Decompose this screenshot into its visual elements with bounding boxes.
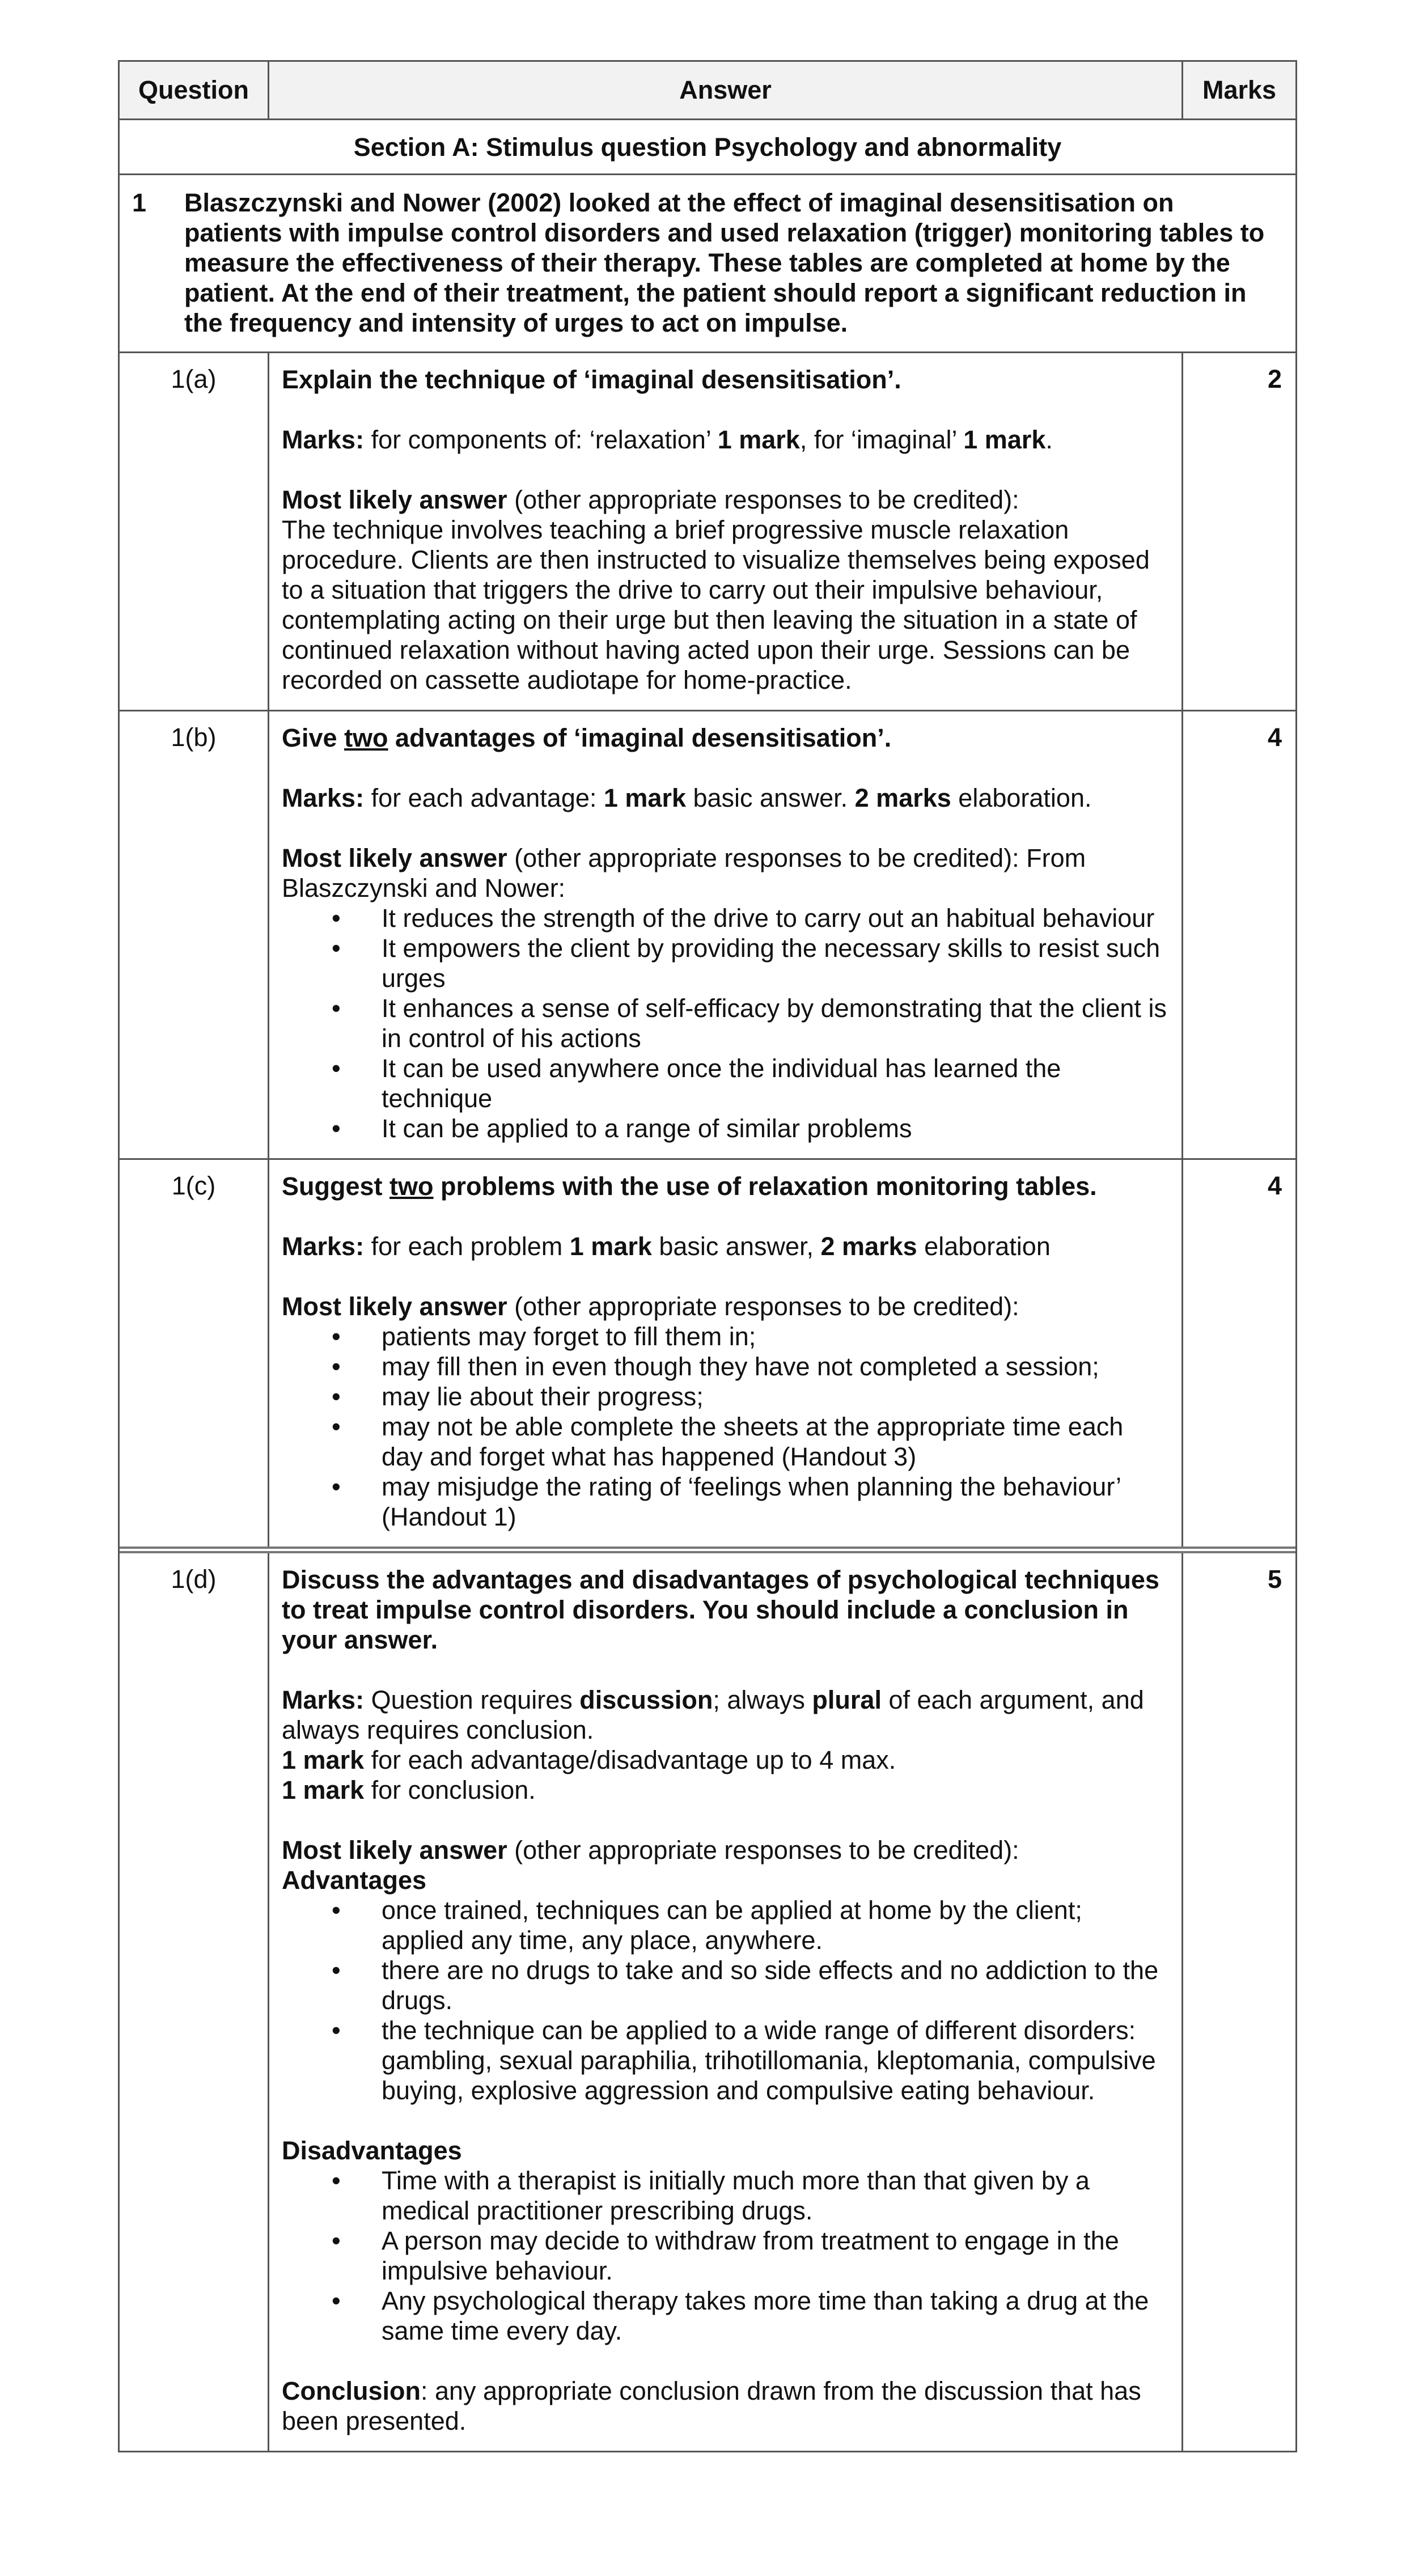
table-header-row [120,62,1295,118]
question-number: 1(a) [120,353,269,710]
marks-value: 5 [1267,1565,1282,1594]
marks-guidance: Marks: for components of: ‘relaxation’ 1 mark, for ‘imaginal’ 1 mark. [282,425,1053,454]
question-row-1a [120,351,1295,710]
list-item: • It can be applied to a range of similar problems [382,1113,1169,1143]
list-item: • It can be used anywhere once the individual has learned the technique [382,1053,1169,1113]
disadvantages-heading: Disadvantages [282,2136,462,2165]
list-item: • It reduces the strength of the drive to carry out an habitual behaviour [382,903,1169,933]
question-text: Explain the technique of ‘imaginal desensitisation’. [282,365,901,394]
list-item: • Time with a therapist is initially much more than that given by a medical practitioner prescribing drugs. [382,2166,1169,2226]
question-text: Discuss the advantages and disadvantages of psychological techniques to treat impulse control disorders. You should include a conclusion in your answer. [282,1565,1159,1654]
list-item: • may not be able complete the sheets at the appropriate time each day and forget what has happened (Handout 3) [382,1412,1169,1472]
answer-cell [269,1160,1183,1547]
advantages-list [282,1895,1169,2105]
marks-guidance: Marks: Question requires discussion; always plural of each argument, and always requires conclusion. [282,1685,1144,1744]
stimulus-number: 1 [132,188,147,217]
disadvantages-list [282,2166,1169,2346]
marks-guidance-line: 1 mark for conclusion. [282,1776,536,1804]
list-item: • may misjudge the rating of ‘feelings when planning the behaviour’ (Handout 1) [382,1472,1169,1532]
answer-column-header: Answer [269,62,1183,118]
list-item: • there are no drugs to take and so side effects and no addiction to the drugs. [382,1955,1169,2015]
answer-cell [269,711,1183,1158]
conclusion: Conclusion: any appropriate conclusion drawn from the discussion that has been presented. [282,2376,1141,2435]
list-item: • Any psychological therapy takes more time than taking a drug at the same time every day. [382,2286,1169,2346]
list-item: • may lie about their progress; [382,1382,1169,1412]
mark-scheme-table [118,60,1297,2452]
stimulus-text: Blaszczynski and Nower (2002) looked at the effect of imaginal desensitisation on patients with impulse control disorders and used relaxation (trigger) monitoring tables to measure the effectiveness of their therapy. These tables are completed at home by the patient. At the end of their treatment, the patient should report a significant reduction in the frequency and intensity of urges to act on impulse. [184,188,1265,337]
list-item: • It empowers the client by providing the necessary skills to resist such urges [382,933,1169,993]
section-title: Section A: Stimulus question Psychology and abnormality [353,133,1062,162]
question-text: Give two advantages of ‘imaginal desensitisation’. [282,723,892,752]
marks-value: 4 [1267,723,1282,752]
list-item: • once trained, techniques can be applied at home by the client; applied any time, any place, anywhere. [382,1895,1169,1955]
bullet-list [282,1321,1169,1532]
answer-cell [269,1553,1183,2451]
most-likely-answer-label: Most likely answer (other appropriate responses to be credited): [282,485,1019,514]
answer-text: The technique involves teaching a brief progressive muscle relaxation procedure. Clients are then instructed to visualize themselves being exposed to a situation that triggers the drive to carry out their impulsive behaviour, contemplating acting on their urge but then leaving the situation in a state of continued relaxation without having acted upon their urge. Sessions can be recorded on cassette audiotape for home-practice. [282,515,1150,694]
marks-value: 2 [1267,365,1282,393]
stimulus-row [120,173,1295,351]
question-row-1c [120,1158,1295,1547]
section-row [120,118,1295,173]
question-row-1d [120,1547,1295,2451]
question-number: 1(c) [120,1160,269,1547]
list-item: • the technique can be applied to a wide range of different disorders: gambling, sexual paraphilia, trihotillomania, kleptomania, compulsive buying, explosive aggression and compulsive eating behaviour. [382,2015,1169,2105]
list-item: • It enhances a sense of self-efficacy by demonstrating that the client is in control of his actions [382,993,1169,1053]
list-item: • patients may forget to fill them in; [382,1321,1169,1351]
most-likely-answer-label: Most likely answer (other appropriate responses to be credited): [282,1292,1019,1321]
question-row-1b [120,710,1295,1158]
marks-value: 4 [1267,1171,1282,1200]
question-column-header: Question [120,62,269,118]
question-number: 1(d) [120,1553,269,2451]
bullet-list [282,903,1169,1143]
most-likely-answer-label: Most likely answer (other appropriate responses to be credited): [282,1836,1019,1865]
question-text: Suggest two problems with the use of relaxation monitoring tables. [282,1172,1097,1201]
marks-column-header: Marks [1202,75,1277,104]
marks-guidance: Marks: for each problem 1 mark basic answer, 2 marks elaboration [282,1232,1051,1261]
list-item: • A person may decide to withdraw from treatment to engage in the impulsive behaviour. [382,2226,1169,2286]
marks-guidance-line: 1 mark for each advantage/disadvantage up to 4 max. [282,1745,896,1774]
question-number: 1(b) [120,711,269,1158]
marks-guidance: Marks: for each advantage: 1 mark basic answer. 2 marks elaboration. [282,783,1092,812]
list-item: • may fill then in even though they have not completed a session; [382,1351,1169,1382]
answer-cell [269,353,1183,710]
advantages-heading: Advantages [282,1866,427,1895]
stimulus [120,175,1295,351]
most-likely-answer-label: Most likely answer (other appropriate responses to be credited): From Blaszczynski and Nower: [282,844,1086,903]
